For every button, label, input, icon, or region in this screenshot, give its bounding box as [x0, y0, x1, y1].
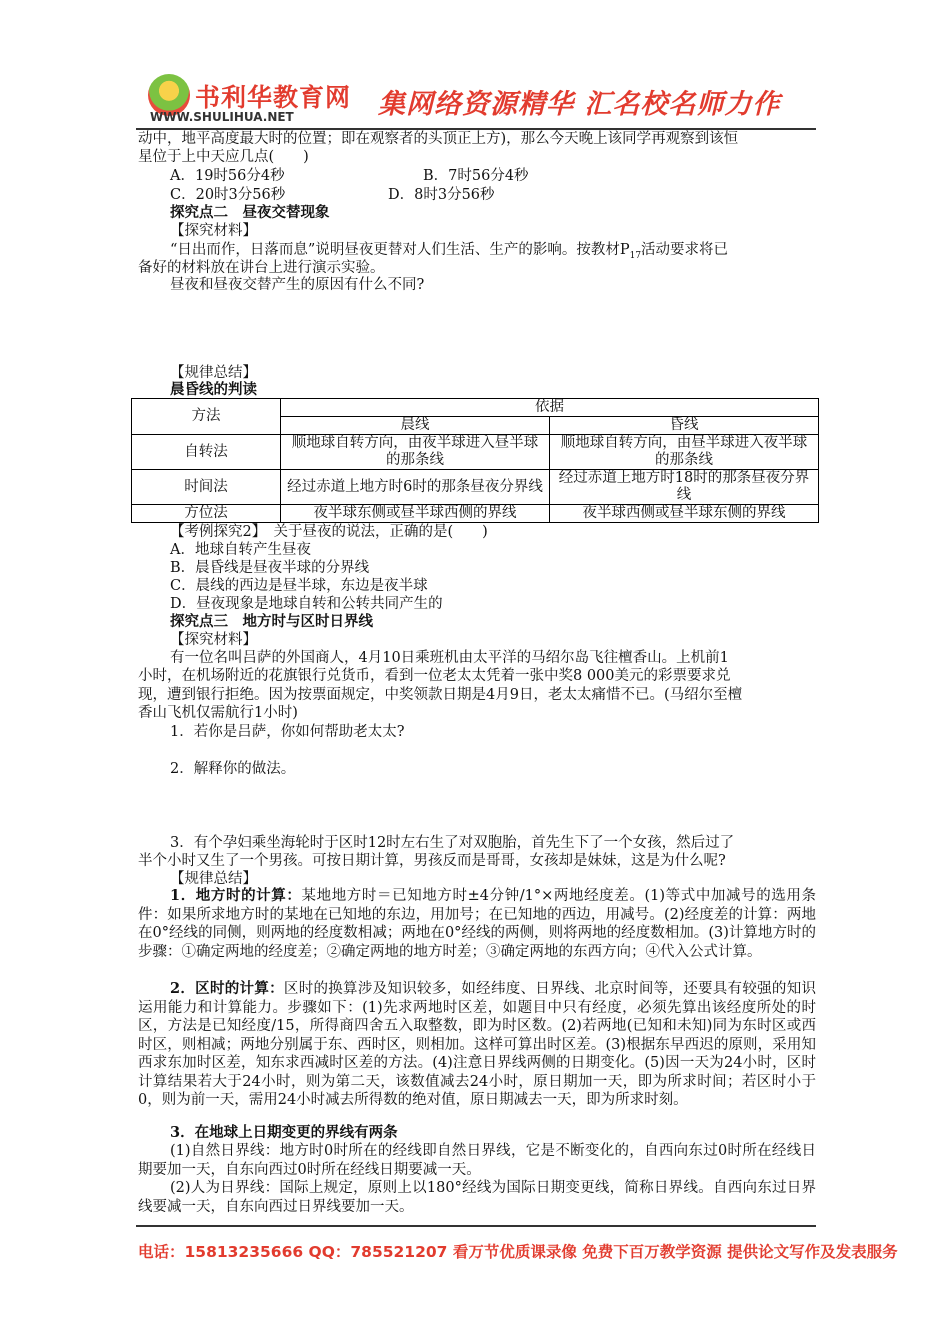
table-header-dawn: 晨线	[281, 417, 550, 435]
table-cell-method: 时间法	[132, 470, 281, 505]
rule-paragraph: (1)自然日界线：地方时0时所在的经线即自然日界线，它是不断变化的，自西向东过0时所在经线日期要加一天，自东向西过0时所在经线日期要减一天。	[138, 1143, 816, 1178]
table-cell-dusk: 经过赤道上地方时18时的那条昼夜分界线	[550, 470, 819, 505]
table-header-dusk: 昏线	[550, 417, 819, 435]
material-text: 有一位名叫吕萨的外国商人，4月10日乘班机由太平洋的马绍尔岛飞往檀香山。上机前1	[170, 650, 729, 666]
table-row	[132, 470, 819, 505]
material-text: 备好的材料放在讲台上进行演示实验。	[138, 260, 385, 276]
rule-heading: 3．在地球上日期变更的界线有两条	[170, 1124, 398, 1141]
question-text: 3．有个孕妇乘坐海轮时于区时12时左右生了对双胞胎，首先生下了一个女孩，然后过了	[170, 835, 735, 851]
question-text: 半个小时又生了一个男孩。可按日期计算，男孩反而是哥哥，女孩却是妹妹，这是为什么呢?	[138, 853, 726, 869]
material-label: 【探究材料】	[170, 223, 257, 239]
option-a: A．地球自转产生昼夜	[170, 542, 311, 558]
question-text: 1．若你是吕萨，你如何帮助老太太?	[170, 724, 405, 740]
table-header-method: 方法	[132, 399, 281, 435]
table-cell-dusk: 顺地球自转方向，由昼半球进入夜半球的那条线	[550, 435, 819, 470]
question-text: 2．解释你的做法。	[170, 761, 296, 777]
table-cell-dawn: 经过赤道上地方时6时的那条昼夜分界线	[281, 470, 550, 505]
table-row	[132, 435, 819, 470]
option-c: C．20时3分56秒	[170, 187, 286, 203]
section-title: 探究点三 地方时与区时日界线	[170, 613, 373, 630]
option-a: A．19时56分4秒	[170, 168, 285, 184]
option-d: D．8时3分56秒	[388, 187, 495, 203]
table-cell-method: 自转法	[132, 435, 281, 470]
site-url: WWW.SHULIHUA.NET	[150, 110, 294, 124]
material-text: “日出而作，日落而息”说明昼夜更替对人们生活、生产的影响。按教材$P_{17}$活动要求将已	[170, 242, 729, 261]
rule-label: 【规律总结】	[170, 365, 257, 381]
option-b: B．7时56分4秒	[423, 168, 529, 184]
site-logo-text: 书利华教育网	[195, 83, 352, 112]
table-title: 晨昏线的判读	[170, 381, 257, 398]
rule-label: 【规律总结】	[170, 871, 257, 887]
option-b: B．晨昏线是昼夜半球的分界线	[170, 560, 370, 576]
rule-paragraph: 1．地方时的计算：某地地方时＝已知地方时±4分钟/1°×两地经度差。(1)等式中加减号的选用条件：如果所求地方时的某地在已知地的东边，用加号；在已知地的西边，用减号。(2)经度差的计算：两地在0°经线的同侧，则两地的经度数相减；两地在0°经线的两侧，则将两地的经度数相加。(3)计算地方时的步骤：①确定两地的经度差；②确定两地的地方时差；③确定两地的东西方向；④代入公式计算。	[138, 887, 817, 960]
material-text: 香山飞机仅需航行1小时)	[138, 705, 298, 721]
terminator-table	[131, 398, 819, 523]
question-line: 动中，地平高度最大时的位置；即在观察者的头顶正上方)，那么今天晚上该同学再观察到该恒	[138, 131, 739, 147]
option-c: C．晨线的西边是昼半球，东边是夜半球	[170, 578, 428, 594]
table-cell-dusk: 夜半球西侧或昼半球东侧的界线	[550, 505, 819, 523]
table-header-basis: 依据	[281, 399, 819, 417]
header-slogan: 集网络资源精华 汇名校名师力作	[378, 89, 781, 120]
material-label: 【探究材料】	[170, 632, 257, 648]
table-row	[132, 505, 819, 523]
rule-paragraph: 2．区时的计算：区时的换算涉及知识较多，如经纬度、日界线、北京时间等，还要具有较强的知识运用能力和计算能力。步骤如下：(1)先求两地时区差，如题目中只有经度，必须先算出该经度所处的时区，方法是已知经度/15，所得商四舍五入取整数，即为时区数。(2)若两地(已知和未知)同为东时区或西时区，则相减；两地分别属于东、西时区，则相加。这样可算出时区差。(3)根据东早西迟的原则，采用知西求东加时区差，知东求西减时区差的方法。(4)注意日界线两侧的日期变化。(5)因一天为24小时，区时计算结果若大于24小时，则为第二天，该数值减去24小时，原日期加一天，即为所求时间；若区时小于0，则为前一天，需用24小时减去所得数的绝对值，原日期减去一天，即为所求时刻。	[138, 980, 817, 1108]
option-d: D．昼夜现象是地球自转和公转共同产生的	[170, 596, 443, 612]
footer-divider	[136, 1225, 816, 1227]
table-cell-dawn: 夜半球东侧或昼半球西侧的界线	[281, 505, 550, 523]
section-title: 探究点二 昼夜交替现象	[170, 204, 330, 221]
rule-paragraph: (2)人为日界线：国际上规定，原则上以180°经线为国际日期变更线，简称日界线。自西向东过日界线要减一天，自东向西过日界线要加一天。	[138, 1180, 816, 1215]
footer-contact: 电话：15813235666 QQ：785521207 看万节优质课录像 免费下百万教学资源 提供论文写作及发表服务	[138, 1243, 898, 1261]
question-text: 昼夜和昼夜交替产生的原因有什么不同?	[170, 277, 425, 293]
table-cell-method: 方位法	[132, 505, 281, 523]
table-cell-dawn: 顺地球自转方向，由夜半球进入昼半球的那条线	[281, 435, 550, 470]
material-text: 现，遭到银行拒绝。因为按票面规定，中奖领款日期是4月9日，老太太痛惜不已。(马绍尔至檀	[138, 687, 743, 703]
material-text: 小时，在机场附近的花旗银行兑货币，看到一位老太太凭着一张中奖8 000美元的彩票要求兑	[138, 668, 731, 684]
question-line: 星位于上中天应几点( )	[138, 149, 309, 165]
example-stem: 【考例探究2】 关于昼夜的说法，正确的是( )	[170, 524, 488, 540]
